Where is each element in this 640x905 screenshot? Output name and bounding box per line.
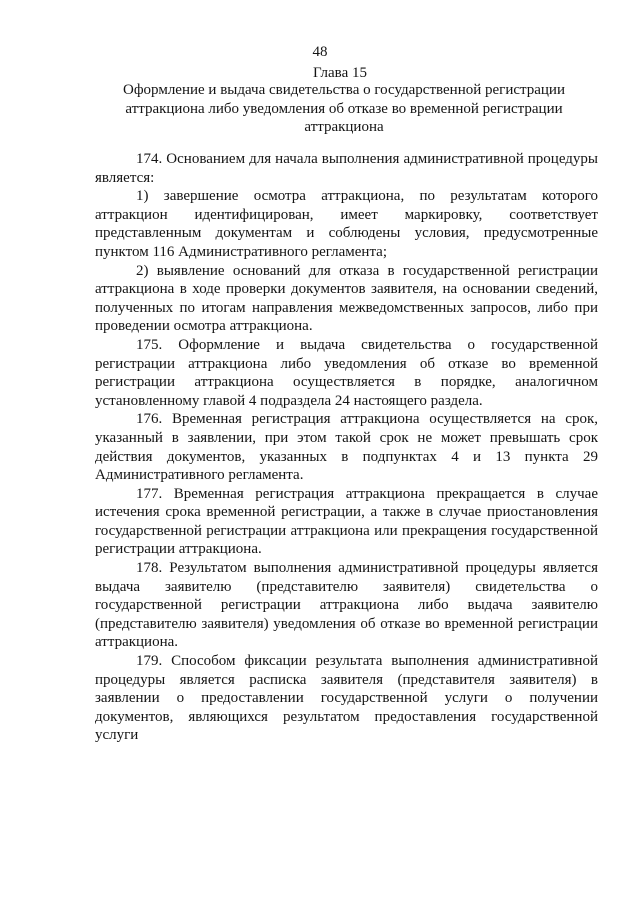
- paragraph-174: 174. Основанием для начала выполнения административной процедуры является:: [95, 151, 598, 186]
- document-body: [95, 150, 598, 745]
- paragraph-174-item-1: 1) завершение осмотра аттракциона, по результатам которого аттракцион идентифицирован, имеет маркировку, соответствует представленным документам и соблюдены условия, предусмотренные пунктом 116 Административного регламента;: [95, 188, 598, 260]
- paragraph-178: 178. Результатом выполнения административной процедуры является выдача заявителю (представителю заявителя) свидетельства о государственной регистрации аттракциона либо выдача заявителю (представителю заявителя) уведомления об отказе во временной регистрации аттракциона.: [95, 560, 598, 651]
- paragraph-177: 177. Временная регистрация аттракциона прекращается в случае истечения срока временной регистрации, а также в случае приостановления государственной регистрации аттракциона или прекращения государственной регистрации аттракциона.: [95, 485, 598, 558]
- paragraph-176: 176. Временная регистрация аттракциона осуществляется на срок, указанный в заявлении, при этом такой срок не может превышать срок действия документов, указанных в подпунктах 4 и 13 пункта 29 Административного регламента.: [95, 411, 598, 484]
- chapter-label: Глава 15: [313, 65, 367, 81]
- paragraph-179: 179. Способом фиксации результата выполнения административной процедуры является расписка заявителя (представителя заявителя) в заявлении о предоставлении государственной услуги о получении документов, являющихся результатом предоставления государственной услуги: [95, 653, 598, 744]
- page-number: 48: [312, 44, 328, 60]
- chapter-title: Оформление и выдача свидетельства о государственной регистрации аттракциона либо уведомления об отказе во временной регистрации аттракциона: [123, 82, 565, 135]
- paragraph-175: 175. Оформление и выдача свидетельства о государственной регистрации аттракциона либо уведомления об отказе во временной регистрации аттракциона осуществляется в порядке, аналогичном установленному главой 4 подраздела 24 настоящего раздела.: [95, 336, 598, 409]
- paragraph-174-item-2: 2) выявление оснований для отказа в государственной регистрации аттракциона в ходе проверки документов заявителя, на основании сведений, полученных по итогам направления межведомственных запросов, либо при проведении осмотра аттракциона.: [95, 262, 598, 335]
